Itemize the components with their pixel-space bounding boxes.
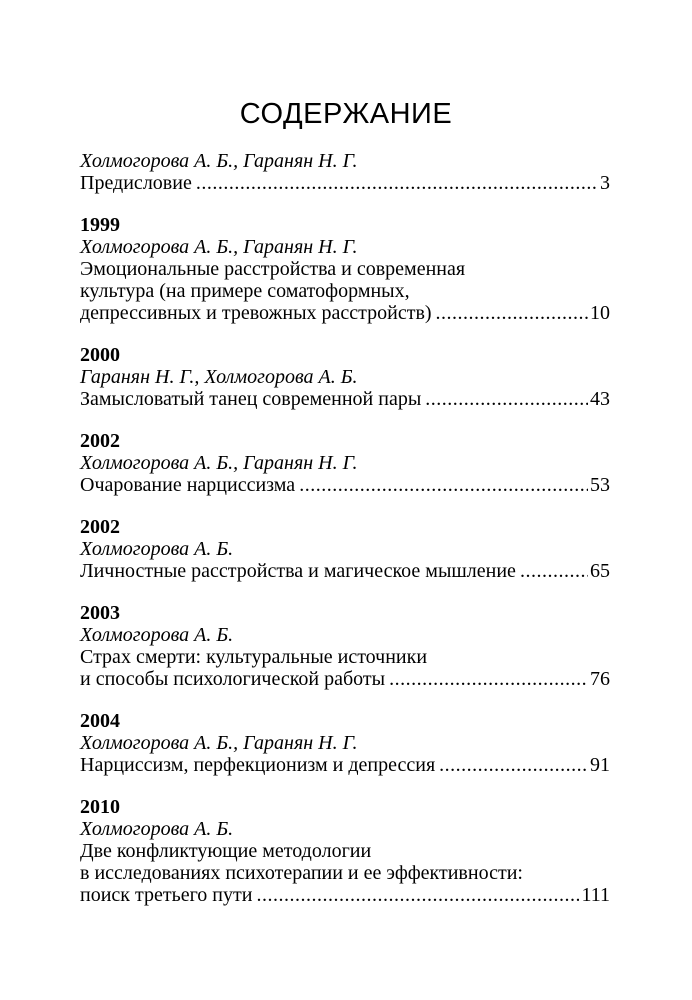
toc-entry: [80, 516, 610, 582]
toc-entry-authors: Холмогорова А. Б., Гаранян Н. Г.: [80, 236, 358, 258]
toc-entry-page: 91: [590, 754, 610, 776]
dot-leader: [439, 754, 588, 776]
toc-entry: [80, 150, 610, 194]
toc-entry-title: депрессивных и тревожных расстройств): [80, 302, 432, 324]
dot-leader: [520, 560, 588, 582]
toc-entry-title-line: культура (на примере соматоформных,: [80, 280, 410, 302]
toc-entry-authors: Холмогорова А. Б.: [80, 538, 234, 560]
toc-entry-page: 76: [590, 668, 610, 690]
toc-entry-authors: Гаранян Н. Г., Холмогорова А. Б.: [80, 366, 358, 388]
toc-entry-title-line: [80, 754, 610, 776]
toc-entry-authors: Холмогорова А. Б., Гаранян Н. Г.: [80, 732, 358, 754]
toc-entry-title-line: [80, 388, 610, 410]
toc-entry-title-line: в исследованиях психотерапии и ее эффективности:: [80, 862, 523, 884]
toc-entry-title-line: [80, 884, 610, 906]
toc-entry: [80, 602, 610, 690]
toc-entry-authors: Холмогорова А. Б.: [80, 818, 234, 840]
toc-entry-authors: Холмогорова А. Б., Гаранян Н. Г.: [80, 452, 358, 474]
page-title: СОДЕРЖАНИЕ: [239, 98, 453, 130]
toc-entry: [80, 344, 610, 410]
dot-leader: [425, 388, 588, 410]
toc-entry-year: 2010: [80, 796, 120, 818]
toc-entry-title-line: Две конфликтующие методологии: [80, 840, 372, 862]
toc-entry-year: 2002: [80, 430, 120, 452]
toc-entry-page: 111: [581, 884, 610, 906]
toc-entry-title-line: Эмоциональные расстройства и современная: [80, 258, 466, 280]
dot-leader: [196, 172, 598, 194]
toc-entry-title: Очарование нарциссизма: [80, 474, 296, 496]
toc-entry-year: 1999: [80, 214, 120, 236]
toc-entry-title: Личностные расстройства и магическое мышление: [80, 560, 516, 582]
toc-entry: [80, 796, 610, 906]
toc-entry-authors: Холмогорова А. Б., Гаранян Н. Г.: [80, 150, 358, 172]
toc-entry-page: 65: [590, 560, 610, 582]
dot-leader: [389, 668, 588, 690]
toc-entry-title-line: [80, 668, 610, 690]
toc-entry-title-line: [80, 302, 610, 324]
toc-entry-authors: Холмогорова А. Б.: [80, 624, 234, 646]
toc-entry-page: 3: [600, 172, 610, 194]
toc-entry-title-line: Страх смерти: культуральные источники: [80, 646, 428, 668]
toc-entry-year: 2004: [80, 710, 120, 732]
toc-entry-page: 43: [590, 388, 610, 410]
toc-entry-year: 2000: [80, 344, 120, 366]
dot-leader: [436, 302, 588, 324]
toc-entry-title: Нарциссизм, перфекционизм и депрессия: [80, 754, 436, 776]
toc-entry-title-line: [80, 474, 610, 496]
table-of-contents: [80, 150, 610, 926]
toc-entry: [80, 710, 610, 776]
toc-entry-title: Замысловатый танец современной пары: [80, 388, 422, 410]
toc-entry: [80, 214, 610, 324]
toc-entry-title: Предисловие: [80, 172, 192, 194]
toc-entry-year: 2002: [80, 516, 120, 538]
toc-entry-page: 10: [590, 302, 610, 324]
toc-entry-page: 53: [590, 474, 610, 496]
toc-entry-title-line: [80, 560, 610, 582]
toc-entry-title: и способы психологической работы: [80, 668, 386, 690]
toc-entry-year: 2003: [80, 602, 120, 624]
toc-entry-title: поиск третьего пути: [80, 884, 253, 906]
toc-entry: [80, 430, 610, 496]
dot-leader: [256, 884, 579, 906]
toc-entry-title-line: [80, 172, 610, 194]
dot-leader: [299, 474, 588, 496]
